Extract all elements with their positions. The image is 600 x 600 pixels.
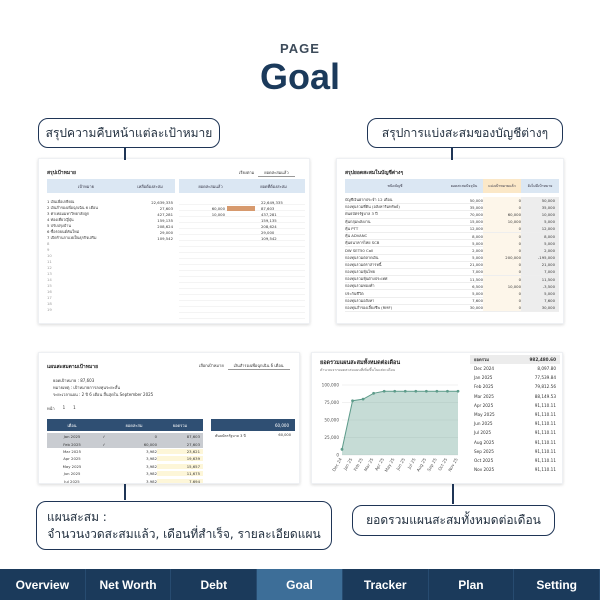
goal-name: 3 ค่าเทอมมหาวิทยาลัยลูก (47, 211, 90, 216)
x-tick-label: Aug 25 (415, 457, 428, 473)
col-remaining: ยอดที่ต้องสะสม (260, 183, 287, 189)
account-allocated: 0 (483, 304, 521, 311)
total-row-value: 91,110.11 (534, 448, 556, 454)
goal-target: 27,603 (159, 205, 173, 211)
account-free: 7,000 (521, 268, 559, 275)
y-tick-label: 50,000 (324, 417, 339, 423)
goal-target: 109,542 (157, 235, 173, 241)
account-allocated: 0 (483, 297, 521, 304)
plan-amount: 3,982 (146, 471, 157, 477)
account-name: กองทุนรวมตราสารหนี้ (345, 261, 382, 267)
nav-tab-tracker[interactable]: Tracker (343, 569, 429, 600)
plan-total: 11,675 (157, 471, 203, 476)
account-rows (345, 197, 559, 312)
plan-total: 7,694 (157, 479, 203, 484)
total-row (470, 428, 560, 437)
col-account: ชนิดบัญชี (387, 184, 403, 188)
goal-table-header (47, 179, 175, 193)
account-allocated: 0 (483, 268, 521, 275)
x-tick-label: Feb 25 (352, 457, 364, 472)
plan-info-line: ระยะเวลาแผน : 2 ปี 6 เดือน สิ้นสุดใน September 2025 (53, 392, 154, 397)
total-row-value: 91,110.11 (534, 439, 556, 445)
account-balance: 5,000 (472, 291, 483, 297)
account-free: 10,000 (521, 211, 559, 218)
goal-name: 6 ซื้อรถยนต์คันใหม่ (47, 229, 80, 234)
goal-name: 1 เงินเพื่อเกษียณ (47, 199, 75, 204)
account-balance: 5,000 (472, 240, 483, 246)
account-balance: 8,000 (472, 233, 483, 239)
col-allocated: แบ่งเป้าหมายแล้ว (483, 179, 521, 193)
callout-plan (36, 501, 332, 550)
account-free: 35,000 (521, 204, 559, 211)
col-goal: เป้าหมาย (77, 183, 94, 189)
account-balance: 35,000 (469, 204, 483, 210)
goal-empty-row: 14 (47, 277, 52, 282)
total-table (470, 355, 560, 474)
account-balance: 30,000 (469, 305, 483, 311)
plan-amount: 3,982 (146, 448, 157, 454)
plan-row[interactable] (47, 448, 203, 455)
account-allocated: 0 (483, 290, 521, 297)
plan-amount: 3,982 (146, 463, 157, 469)
account-row[interactable] (345, 305, 559, 312)
data-point (457, 390, 460, 393)
nav-tab-plan[interactable]: Plan (429, 569, 515, 600)
plan-panel (38, 352, 300, 484)
account-name: กองทุนรวมตลาดเงิน (345, 254, 379, 260)
goal-remaining: 437,281 (261, 211, 277, 217)
total-row (470, 456, 560, 465)
page-subtitle: PAGE (280, 41, 320, 56)
total-row-month: Jan 2025 (474, 375, 493, 381)
x-tick-label: Jan 25 (342, 457, 354, 471)
total-row-value: 77,539.84 (534, 375, 556, 381)
total-row (470, 438, 560, 447)
plan-total: 15,657 (157, 464, 203, 469)
callout-allocation: สรุปการแบ่งสะสมของบัญชีต่างๆ (367, 118, 563, 148)
plan-col-total: ยอดรวม (172, 422, 188, 428)
account-free: 7,600 (521, 297, 559, 304)
account-name: หุ้นธนาคารไทย SCB (345, 240, 380, 246)
account-free: 30,000 (521, 304, 559, 311)
account-allocated: 0 (483, 233, 521, 240)
total-chart-title: ยอดรวมแผนสะสมทั้งหมดต่อเดือน (320, 360, 401, 366)
total-row-value: 91,110.11 (534, 430, 556, 436)
account-balance: 5,000 (472, 255, 483, 261)
x-tick-label: Dec 24 (331, 457, 343, 473)
data-point (436, 390, 439, 393)
account-name: กองทุนรวมทองคำ (345, 283, 375, 289)
col-target: เหลือต้องสะสม (137, 183, 163, 189)
goal-empty-row: 15 (47, 283, 52, 288)
goal-empty-row: 19 (47, 307, 52, 312)
account-free: 5,000 (521, 240, 559, 247)
account-free: 12,000 (521, 225, 559, 232)
plan-row[interactable] (47, 455, 203, 462)
page-title: Goal (259, 56, 340, 97)
bottom-nav (0, 569, 600, 600)
total-row (470, 465, 560, 474)
total-row-value: 88,149.53 (534, 393, 556, 399)
account-allocated: 0 (483, 247, 521, 254)
total-row (470, 419, 560, 428)
plan-month: May 2025 (62, 463, 82, 469)
x-tick-label: Nov 25 (447, 457, 459, 473)
goal-remaining: 208,624 (261, 223, 277, 229)
plan-amount: 60,000 (143, 441, 157, 447)
account-free: 50,000 (521, 197, 559, 204)
account-balance: 21,000 (469, 262, 483, 268)
plan-month: Mar 2025 (62, 448, 82, 454)
plan-month: Feb 2025 (63, 441, 81, 447)
plan-info-line: หมายเหตุ : เป้าหมายการลงทุนระยะสั้น (53, 385, 120, 390)
account-allocated: 0 (483, 261, 521, 268)
account-name: DW SET50 Call (345, 247, 374, 253)
total-row-value: 91,110.11 (534, 412, 556, 418)
plan-month: Apr 2025 (63, 456, 81, 462)
plan-total: 27,603 (186, 441, 200, 447)
goal-target: 22,639,335 (151, 199, 173, 205)
data-point (372, 392, 375, 395)
goal-name: 5 ปรับปรุงบ้าน (47, 223, 71, 228)
account-balance: 70,000 (469, 211, 483, 217)
account-name: กองทุนรวมอสังหา (345, 297, 375, 303)
account-allocated: 0 (483, 204, 521, 211)
connector-allocation (451, 146, 453, 160)
goal-filter-value[interactable]: ยอดสะสมแล้ว (258, 169, 294, 177)
account-balance: 6,500 (472, 283, 483, 289)
plan-acct-name: พันธบัตรรัฐบาล 3 ปี (215, 434, 246, 438)
plan-col-saved: ยอดสะสม (125, 422, 143, 428)
pager-label: หน้า (47, 406, 55, 411)
plan-table-header (47, 419, 203, 431)
col-saved: ยอดสะสมแล้ว (198, 183, 223, 189)
total-row-month: Dec 2024 (474, 366, 495, 372)
goal-progress-header (179, 179, 305, 193)
connector-plan (124, 484, 126, 500)
goal-progress-bar (227, 230, 257, 235)
total-chart-panel (311, 352, 563, 484)
account-allocated: 0 (483, 225, 521, 232)
account-free: -195,000 (521, 254, 559, 261)
total-row-month: Jun 2025 (474, 421, 493, 427)
plan-month: Jun 2025 (63, 471, 81, 477)
y-tick-label: 100,000 (321, 382, 339, 388)
x-tick-label: Jul 25 (406, 457, 417, 470)
goal-target: 159,135 (157, 217, 173, 223)
nav-tab-debt[interactable]: Debt (171, 569, 257, 600)
account-free: -3,500 (521, 283, 559, 290)
callout-total: ยอดรวมแผนสะสมทั้งหมดต่อเดือน (352, 505, 555, 536)
account-allocated: 60,000 (483, 211, 521, 218)
account-balance: 15,000 (469, 219, 483, 225)
total-table-header (470, 355, 560, 364)
goal-empty-row: 16 (47, 289, 52, 294)
data-point (362, 398, 365, 401)
goal-progress-bar (227, 224, 257, 229)
plan-col-month: เดือน (67, 422, 77, 428)
goal-remaining: 159,135 (261, 217, 277, 223)
plan-info-line: ยอดเป้าหมาย : 87,603 (53, 378, 95, 383)
total-row-value: 91,110.11 (534, 421, 556, 427)
series-area (342, 391, 458, 455)
total-row-month: Aug 2025 (474, 439, 495, 445)
x-tick-label: Jun 25 (395, 457, 407, 471)
y-tick-label: 0 (336, 452, 339, 458)
total-row-month: Oct 2025 (474, 457, 494, 463)
account-free: 5,000 (521, 290, 559, 297)
total-row-month: Apr 2025 (474, 402, 494, 408)
account-name: ประกันชีวิต (345, 290, 364, 296)
plan-rows (47, 433, 203, 484)
account-free: 21,000 (521, 261, 559, 268)
goal-empty-row: 17 (47, 295, 52, 300)
goal-filter[interactable] (239, 169, 295, 177)
total-row-month: Jul 2025 (474, 430, 492, 436)
total-row-value: 91,110.11 (534, 402, 556, 408)
plan-row[interactable] (47, 463, 203, 470)
callout-plan-line1: แผนสะสม : (47, 510, 107, 525)
connector-total (452, 484, 454, 504)
plan-check: ✓ (102, 434, 106, 440)
data-point (414, 390, 417, 393)
goal-progress-fill (227, 206, 255, 211)
goal-empty-row: 18 (47, 301, 52, 306)
goal-remaining: 22,649,335 (261, 199, 283, 205)
goal-saved: 10,000 (211, 211, 225, 217)
account-allocated: 10,000 (483, 218, 521, 225)
goal-progress-bar (227, 236, 257, 241)
connector-progress (124, 146, 126, 160)
goal-remaining: 109,542 (261, 235, 277, 241)
total-row (470, 447, 560, 456)
account-balance: 2,000 (472, 247, 483, 253)
plan-acct-value: 60,000 (278, 433, 291, 437)
account-name: กองทุนรวมหุ้นไทย (345, 268, 375, 274)
plan-total: 19,639 (157, 456, 203, 461)
account-balance: 50,000 (469, 197, 483, 203)
plan-row[interactable] (47, 477, 203, 484)
goal-filter-label: เรียงตาม (239, 170, 255, 175)
plan-month: Jul 2025 (64, 478, 80, 484)
goal-empty-row: 10 (47, 253, 52, 258)
plan-check: ✓ (102, 441, 106, 447)
pager-from[interactable]: 1 (62, 405, 66, 410)
data-point (383, 390, 386, 393)
plan-title: แผนสะสมตามเป้าหมาย (47, 364, 99, 370)
goal-remaining: 87,603 (261, 205, 275, 211)
total-row (470, 373, 560, 382)
x-tick-label: Sep 25 (426, 457, 438, 473)
goal-empty-row: 13 (47, 271, 52, 276)
total-row-month: Sep 2025 (474, 448, 494, 454)
account-free: 2,000 (521, 247, 559, 254)
goal-empty-row: 12 (47, 265, 52, 270)
data-point (425, 390, 428, 393)
accounts-header (345, 179, 559, 193)
account-name: พันธบัตรรัฐบาล 3 ปี (345, 211, 378, 217)
goal-saved: 60,000 (211, 205, 225, 211)
account-name: หุ้น ADVANC (345, 233, 368, 239)
account-allocated: 0 (483, 240, 521, 247)
plan-total: 87,603 (186, 434, 200, 440)
plan-row[interactable] (47, 440, 203, 447)
plan-acct-header: 60,000 (211, 419, 295, 431)
nav-tab-setting[interactable]: Setting (514, 569, 600, 600)
data-point (446, 390, 449, 393)
goal-empty-row: 9 (47, 247, 50, 252)
total-row-value: 91,110.11 (534, 457, 556, 463)
total-row (470, 392, 560, 401)
account-name: หุ้น PTT (345, 225, 359, 231)
goal-name: 4 ท่องเที่ยวญี่ปุ่น (47, 217, 74, 222)
account-allocated: 200,000 (483, 254, 521, 261)
total-row (470, 401, 560, 410)
goal-target: 208,624 (157, 223, 173, 229)
total-row-month: May 2025 (474, 412, 495, 418)
callout-progress: สรุปความคืบหน้าแต่ละเป้าหมาย (38, 118, 220, 148)
goal-progress-bar (227, 212, 257, 217)
plan-select[interactable] (199, 362, 290, 370)
goal-empty-row: 11 (47, 259, 52, 264)
goal-target: 29,000 (159, 229, 173, 235)
plan-info (53, 377, 153, 398)
x-tick-label: Oct 25 (437, 457, 449, 472)
y-tick-label: 75,000 (324, 400, 339, 405)
x-tick-label: May 25 (383, 457, 396, 473)
plan-amount: 3,982 (146, 456, 157, 462)
plan-pager[interactable] (47, 405, 76, 412)
account-name: หุ้นกลุ่มพลังงาน (345, 218, 371, 224)
data-point (404, 390, 407, 393)
total-row-month: Nov 2025 (474, 467, 495, 473)
plan-row[interactable] (47, 470, 203, 477)
data-point (351, 399, 354, 402)
goal-target: 427,281 (157, 211, 173, 217)
plan-select-label: เลือกเป้าหมาย (199, 363, 224, 368)
account-balance: 11,500 (469, 276, 483, 282)
accounts-panel (336, 158, 564, 324)
account-free: 5,000 (521, 218, 559, 225)
goal-summary-title: สรุปเป้าหมาย (47, 170, 76, 176)
total-row-month: Mar 2025 (474, 393, 494, 399)
total-row (470, 410, 560, 419)
callout-plan-line2: จำนวนงวดสะสมแล้ว, เดือนที่สำเร็จ, รายละเอียดแผน (47, 526, 321, 541)
goal-row[interactable] (47, 235, 305, 241)
total-table-header-value: 982,480.60 (529, 357, 556, 362)
nav-tab-overview[interactable]: Overview (0, 569, 86, 600)
pager-to[interactable]: 1 (73, 405, 76, 410)
total-chart (312, 371, 462, 483)
account-balance: 7,000 (472, 269, 483, 275)
plan-month: Jan 2025 (63, 434, 81, 440)
goal-name: 7 เปิดร้านกาแฟเป็นธุรกิจเสริม (47, 235, 97, 240)
account-name: กองทุนรวมที่ดิน (อสังหาริมทรัพย์) (345, 204, 400, 210)
total-row (470, 364, 560, 373)
plan-row[interactable] (47, 433, 203, 440)
account-name: กองทุนรวมหุ้นต่างประเทศ (345, 276, 388, 282)
nav-tab-goal[interactable]: Goal (257, 569, 343, 600)
goal-summary-panel (38, 158, 310, 324)
account-balance: 7,600 (472, 298, 483, 304)
x-tick-label: Apr 25 (373, 457, 386, 472)
x-tick-label: Mar 25 (362, 457, 375, 473)
account-name: บัญชีเงินฝากประจำ 12 เดือน (345, 197, 393, 203)
account-allocated: 0 (483, 197, 521, 204)
total-table-header-label: ยอดรวม (474, 357, 490, 362)
data-point (341, 448, 344, 451)
goal-name: 2 เงินสำรองเพื่อฉุกเฉิน 6 เดือน (47, 205, 98, 210)
total-row-month: Feb 2025 (474, 384, 494, 390)
goal-empty-row: 8 (47, 241, 50, 246)
plan-acct-row (211, 433, 295, 439)
account-balance: 12,000 (469, 226, 483, 232)
plan-amount: 3,982 (146, 478, 157, 484)
data-point (393, 390, 396, 393)
plan-amount: 0 (154, 434, 157, 440)
total-row (470, 382, 560, 391)
total-table-rows (470, 364, 560, 474)
y-tick-label: 25,000 (324, 435, 339, 440)
account-allocated: 0 (483, 276, 521, 283)
accounts-title: สรุปยอดสะสมในบัญชีต่างๆ (345, 170, 404, 176)
goal-progress-bar (227, 218, 257, 223)
account-free: 8,000 (521, 233, 559, 240)
total-chart-subtitle: คำนวณจากยอดสะสมแผนที่เพิ่มขึ้นในแต่ละเดือน (320, 368, 396, 372)
col-free: ยังไม่มีเป้าหมาย (527, 184, 553, 188)
account-free: 11,500 (521, 276, 559, 283)
col-balance: ยอดสะสมปัจจุบัน (450, 184, 478, 188)
nav-tab-net-worth[interactable]: Net Worth (86, 569, 172, 600)
account-allocated: 10,000 (483, 283, 521, 290)
goal-remaining: 29,000 (261, 229, 275, 235)
total-row-value: 79,812.56 (534, 384, 556, 390)
plan-total: 23,621 (157, 449, 203, 454)
goal-progress-bar (227, 200, 257, 205)
account-name: กองทุนสำรองเลี้ยงชีพ (RMF) (345, 304, 393, 310)
plan-select-value[interactable]: เงินสำรองเพื่อฉุกเฉิน 6 เดือน (228, 362, 290, 370)
goal-progress-bar (227, 206, 257, 211)
total-row-value: 8,097.80 (537, 366, 556, 372)
total-row-value: 91,110.11 (534, 467, 556, 473)
